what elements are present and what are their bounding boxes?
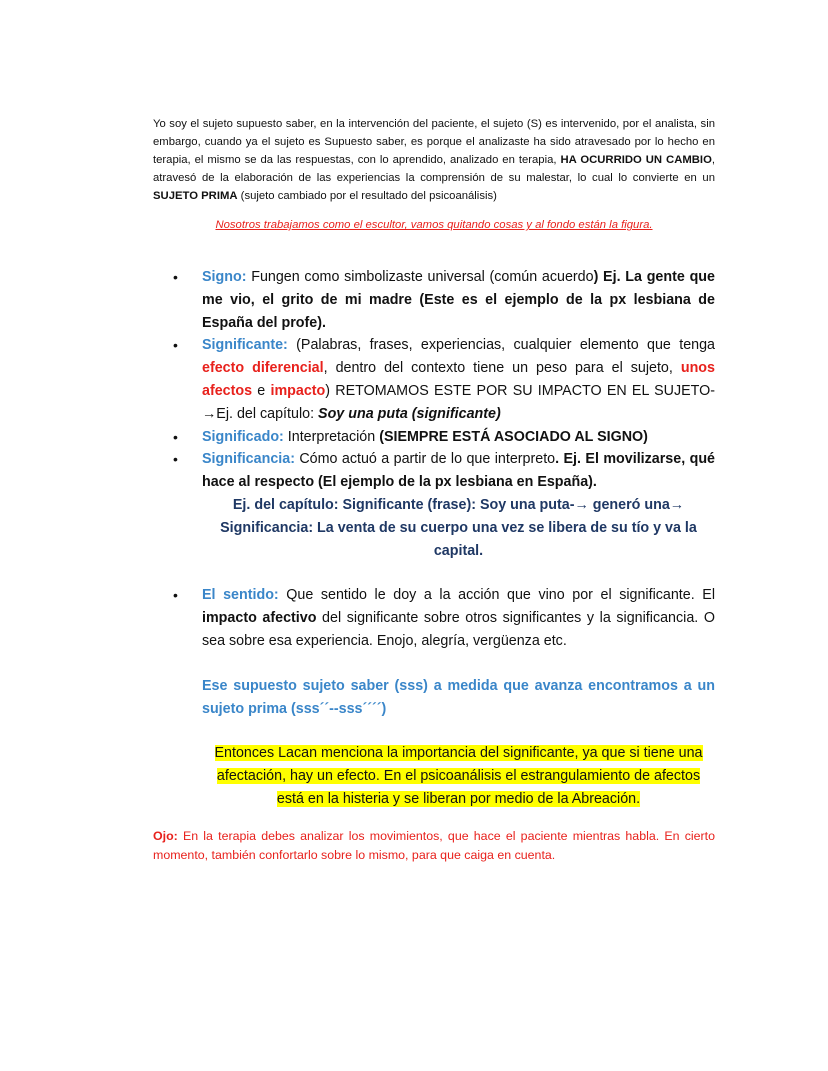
signo-text: Fungen como simbolizaste universal (común acuerdo — [246, 269, 594, 285]
sentido-text-1: Que sentido le doy a la acción que vino por el significante. El — [278, 587, 715, 604]
significante-text-3: e — [252, 382, 271, 399]
significante-red-3: impacto — [270, 382, 326, 399]
sentido-text-2: del significante sobre otros significantes y la significancia. O sea sobre esa experiencia. Enojo, alegría, vergüenza etc. — [202, 610, 715, 649]
ojo-text: En la terapia debes analizar los movimientos, que hace el paciente mientras habla. En cierto momento, también confortarlo sobre lo mismo, para que caiga en cuenta. — [153, 829, 715, 862]
significante-example: Soy una puta (significante) — [318, 405, 501, 422]
signo-bold: ) Ej. La gente que me vio, el grito de mi madre (Este es el ejemplo de la px lesbiana de España del profe). — [202, 269, 715, 331]
intro-bold-cambio: HA OCURRIDO UN CAMBIO — [560, 154, 712, 166]
list-item-significante — [153, 334, 715, 425]
example-line-2: Significancia: La venta de su cuerpo una vez se libera de su tío y va la capital. — [220, 519, 697, 559]
term-sentido: El sentido: — [202, 587, 279, 604]
ojo-label: Ojo: — [153, 829, 178, 843]
significante-red-2: unos afectos — [202, 360, 715, 399]
significante-text-1: (Palabras, frases, experiencias, cualquier elemento que tenga — [287, 337, 715, 354]
intro-text-3: (sujeto cambiado por el resultado del psicoanálisis) — [237, 190, 497, 202]
term-significante: Significante: — [202, 337, 288, 354]
list-item-significancia — [153, 448, 715, 494]
sentido-bold: impacto afectivo — [202, 610, 317, 627]
ojo-note — [153, 827, 715, 865]
sss-paragraph: Ese supuesto sujeto saber (sss) a medida que avanza encontramos a un sujeto prima (sss´´--sss´´´´) — [202, 677, 715, 717]
lacan-note — [153, 742, 715, 810]
significancia-bold: . Ej. El movilizarse, qué hace al respecto (El ejemplo de la px lesbiana en España). — [202, 451, 715, 491]
intro-text-2: , atravesó de la elaboración de las experiencias la comprensión de su malestar, lo cual lo convierte en un — [153, 154, 715, 184]
significado-text: Interpretación — [283, 428, 380, 445]
significante-text-2: , dentro del contexto tiene un peso para el sujeto, — [323, 360, 681, 377]
lacan-highlight: Entonces Lacan menciona la importancia del significante, ya que si tiene una afectación, hay un efecto. En el psicoanálisis el estrangulamiento de afectos está en la histeria y se liberan por medio de la Abreación. — [214, 745, 703, 807]
term-signo: Signo: — [202, 269, 247, 285]
bullet: • — [173, 587, 178, 604]
intro-bold-sujeto-prima: SUJETO PRIMA — [153, 190, 238, 202]
intro-paragraph — [153, 115, 715, 205]
spacer — [153, 562, 715, 584]
spacer — [153, 720, 715, 742]
significante-red-1: efecto diferencial — [202, 360, 324, 377]
spacer — [153, 653, 715, 675]
bullet: • — [173, 269, 178, 285]
significado-bold: (SIEMPRE ESTÁ ASOCIADO AL SIGNO) — [379, 428, 648, 445]
term-significado: Significado: — [202, 428, 284, 445]
bullet: • — [173, 337, 178, 354]
intro-text-1: Yo soy el sujeto supuesto saber, en la intervención del paciente, el sujeto (S) es intervenido, por el analista, sin embargo, cuando ya el sujeto es Supuesto saber, es porque el analizaste ha sido atravesado por lo hecho en terapia, el mismo se da las respuestas, con lo aprendido, analizado en terapia, — [153, 118, 715, 166]
bullet: • — [173, 428, 178, 445]
concept-list — [153, 266, 715, 811]
sculptor-quote: Nosotros trabajamos como el escultor, vamos quitando cosas y al fondo están la figura. — [215, 219, 653, 231]
term-significancia: Significancia: — [202, 451, 295, 468]
significancia-text: Cómo actuó a partir de lo que interpreto — [294, 451, 556, 468]
bullet: • — [173, 451, 178, 468]
significante-text-4: ) RETOMAMOS ESTE POR SU IMPACTO EN EL SUJETO-→Ej. del capítulo: — [202, 382, 716, 422]
example-line-1: Ej. del capítulo: Significante (frase): Soy una puta-→ generó una→ — [232, 496, 685, 513]
list-item-significado — [153, 426, 715, 449]
list-item-sentido — [153, 584, 715, 652]
list-item-signo — [153, 266, 715, 334]
chapter-example — [153, 494, 715, 562]
